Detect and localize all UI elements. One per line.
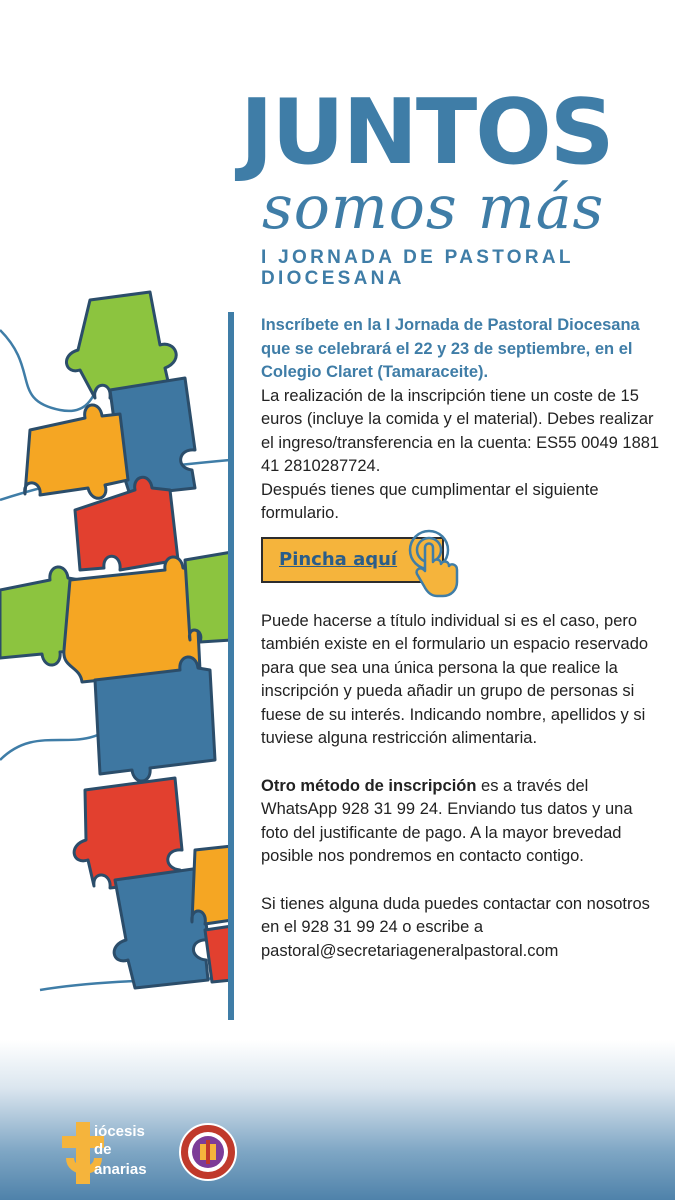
- logo-line-2: de: [94, 1141, 112, 1158]
- title-main: JUNTOS: [240, 80, 613, 185]
- individual-paragraph: Puede hacerse a título individual si es el caso, pero también existe en el formulario un espacio reservado para que sea una única persona la que realice la inscripción y pueda añadir un grupo de personas si fuese de su interés. Indicando nombre, apellidos y si tuviese alguna restricción alimentaria.: [261, 611, 649, 747]
- hand-click-icon: [407, 528, 467, 598]
- vertical-divider: [228, 312, 234, 1020]
- whatsapp-text: es a través del WhatsApp 928 31 99 24. Enviando tus datos y una foto del justificante de pago. A la mayor brevedad posible nos pondremos en contacto contigo.: [261, 776, 633, 865]
- logo-line-1: iócesis: [94, 1123, 145, 1140]
- content-block: [261, 314, 661, 963]
- subtitle: I JORNADA DE PASTORAL DIOCESANA: [261, 247, 574, 289]
- cost-paragraph: La realización de la inscripción tiene un coste de 15 euros (incluye la comida y el material). Debes realizar el ingreso/transferencia en la cuenta: ES55 0049 1881 41 2810287724.: [261, 386, 660, 475]
- whatsapp-paragraph: [261, 775, 661, 869]
- puzzle-illustration: [0, 290, 235, 1010]
- institution-seal-icon: [178, 1122, 238, 1182]
- form-instruction: Después tienes que cumplimentar el siguiente formulario.: [261, 480, 599, 522]
- logo-line-3: anarias: [94, 1161, 147, 1178]
- button-area: [261, 526, 661, 610]
- contact-paragraph: Si tienes alguna duda puedes contactar con nosotros en el 928 31 99 24 o escribe a pastoral@secretariageneralpastoral.com: [261, 894, 650, 960]
- puzzle-piece-orange-3: [192, 846, 232, 924]
- title-script: somos más: [262, 173, 605, 243]
- whatsapp-bold: Otro método de inscripción: [261, 776, 477, 795]
- puzzle-piece-orange-1: [25, 405, 128, 498]
- lead-text: Inscríbete en la I Jornada de Pastoral Diocesana que se celebrará el 22 y 23 de septiembre, en el Colegio Claret (Tamaraceite).: [261, 316, 640, 381]
- diocesis-logo: [62, 1122, 172, 1184]
- puzzle-piece-green-right: [185, 552, 232, 642]
- pincha-aqui-label: Pincha aquí: [279, 548, 398, 570]
